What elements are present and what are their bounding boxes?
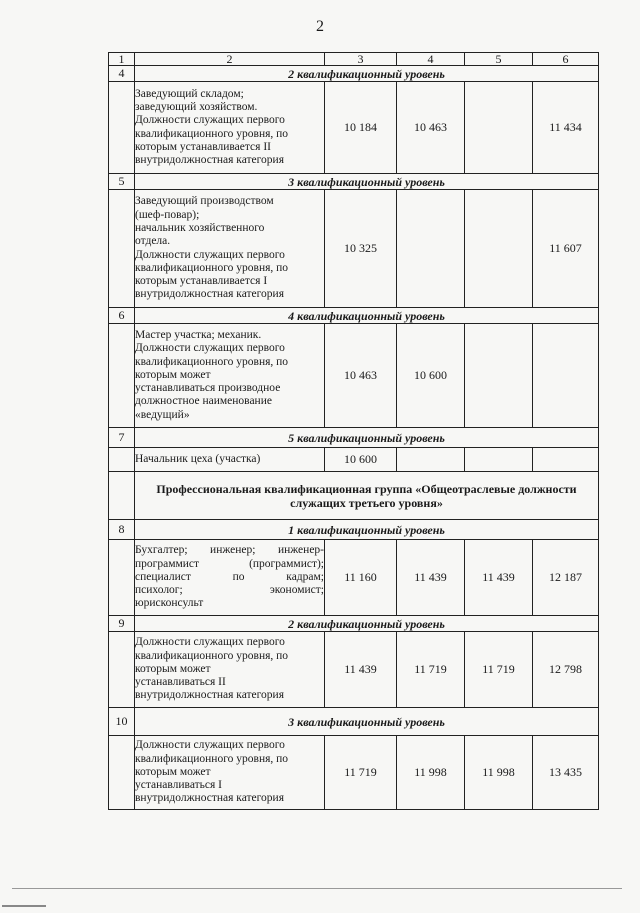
description-line: Должности служащих первого — [135, 739, 285, 752]
salary-value — [533, 448, 599, 472]
table-row — [109, 736, 599, 810]
description-word: экономист; — [269, 584, 324, 597]
salary-value: 11 998 — [397, 736, 465, 810]
description-line: квалификационного уровня, по — [135, 752, 289, 765]
table-row — [109, 324, 599, 428]
qualification-group-title: Профессиональная квалификационная группа «Общеотраслевые должности служащих третьего уровня» — [135, 472, 599, 520]
salary-value — [465, 324, 533, 428]
description-line — [135, 584, 324, 597]
empty-cell — [109, 540, 135, 616]
salary-value: 12 187 — [533, 540, 599, 616]
description-line: квалификационного уровня, по — [135, 261, 289, 274]
description-line: Должности служащих первого — [135, 636, 285, 649]
description-line: Мастер участка; механик. — [135, 328, 262, 341]
description-line: которым может — [135, 765, 211, 778]
qualification-level: 2 квалификационный уровень — [135, 616, 599, 632]
row-number: 4 — [109, 66, 135, 82]
salary-value: 13 435 — [533, 736, 599, 810]
table-row — [109, 632, 599, 708]
salary-value: 11 439 — [465, 540, 533, 616]
position-description — [135, 324, 325, 428]
position-description — [135, 736, 325, 810]
description-line: Заведующий складом; — [135, 87, 244, 100]
position-description — [135, 632, 325, 708]
description-line: внутридолжностная категория — [135, 288, 285, 301]
salary-value — [465, 190, 533, 308]
description-word: (программист); — [249, 557, 324, 570]
salary-value: 10 325 — [325, 190, 397, 308]
description-line: квалификационного уровня, по — [135, 355, 289, 368]
description-line: внутридолжностная категория — [135, 154, 285, 167]
table-row — [109, 82, 599, 174]
empty-cell — [109, 632, 135, 708]
salary-value: 10 600 — [397, 324, 465, 428]
group-row — [109, 472, 599, 520]
salary-value: 11 998 — [465, 736, 533, 810]
description-line: Должности служащих первого — [135, 114, 285, 127]
description-line: «ведущий» — [135, 408, 190, 421]
row-number: 5 — [109, 174, 135, 190]
salary-value: 10 184 — [325, 82, 397, 174]
salary-value — [465, 82, 533, 174]
salary-value: 11 607 — [533, 190, 599, 308]
description-line: Начальник цеха (участка) — [135, 452, 261, 465]
salary-value — [397, 190, 465, 308]
position-description — [135, 540, 325, 616]
description-line: отдела. — [135, 235, 171, 248]
column-number: 5 — [465, 53, 533, 66]
position-description — [135, 448, 325, 472]
page-number: 2 — [316, 18, 324, 35]
salary-table — [108, 52, 599, 810]
qualification-level: 5 квалификационный уровень — [135, 428, 599, 448]
description-line: устанавливаться II — [135, 676, 226, 689]
column-number: 3 — [325, 53, 397, 66]
description-line — [135, 558, 324, 571]
row-number: 9 — [109, 616, 135, 632]
level-row — [109, 66, 599, 82]
salary-value: 10 463 — [325, 324, 397, 428]
salary-value: 10 600 — [325, 448, 397, 472]
description-line — [135, 571, 324, 584]
salary-value: 11 719 — [325, 736, 397, 810]
position-description — [135, 82, 325, 174]
column-number-row — [109, 53, 599, 66]
qualification-level: 3 квалификационный уровень — [135, 708, 599, 736]
level-row — [109, 174, 599, 190]
row-number: 8 — [109, 520, 135, 540]
qualification-level: 1 квалификационный уровень — [135, 520, 599, 540]
description-line: (шеф-повар); — [135, 208, 200, 221]
level-row — [109, 616, 599, 632]
salary-value — [465, 448, 533, 472]
description-line: Заведующий производством — [135, 195, 274, 208]
empty-cell — [109, 736, 135, 810]
description-word: по — [232, 570, 245, 583]
description-word: кадрам; — [286, 570, 324, 583]
column-number: 4 — [397, 53, 465, 66]
qualification-level: 4 квалификационный уровень — [135, 308, 599, 324]
description-line: квалификационного уровня, по — [135, 127, 289, 140]
description-line: должностное наименование — [135, 395, 272, 408]
description-line: устанавливаться I — [135, 779, 223, 792]
description-line: внутридолжностная категория — [135, 792, 285, 805]
description-line: внутридолжностная категория — [135, 689, 285, 702]
description-word: инженер- — [277, 544, 324, 557]
column-number: 6 — [533, 53, 599, 66]
level-row — [109, 428, 599, 448]
empty-cell — [109, 324, 135, 428]
description-line: юрисконсульт — [135, 597, 204, 610]
salary-value: 11 439 — [397, 540, 465, 616]
description-line: квалификационного уровня, по — [135, 649, 289, 662]
salary-value: 11 434 — [533, 82, 599, 174]
description-line: которым устанавливается II — [135, 140, 271, 153]
level-row — [109, 308, 599, 324]
bottom-divider — [12, 888, 622, 889]
salary-value — [533, 324, 599, 428]
description-line: Должности служащих первого — [135, 342, 285, 355]
description-line: которым может — [135, 662, 211, 675]
table-row — [109, 448, 599, 472]
table-row — [109, 190, 599, 308]
description-word: инженер; — [210, 544, 256, 557]
salary-value — [397, 448, 465, 472]
description-line: Должности служащих первого — [135, 248, 285, 261]
description-word: психолог; — [135, 584, 183, 597]
row-number: 10 — [109, 708, 135, 736]
description-line: которым устанавливается I — [135, 275, 268, 288]
description-word: программист — [135, 557, 200, 570]
salary-value: 11 719 — [465, 632, 533, 708]
empty-cell — [109, 448, 135, 472]
description-word: Бухгалтер; — [135, 544, 188, 557]
qualification-level: 2 квалификационный уровень — [135, 66, 599, 82]
description-line: устанавливаться производное — [135, 382, 281, 395]
description-line — [135, 544, 324, 557]
row-number: 7 — [109, 428, 135, 448]
description-line: заведующий хозяйством. — [135, 100, 258, 113]
row-number: 6 — [109, 308, 135, 324]
empty-cell — [109, 190, 135, 308]
salary-value: 11 160 — [325, 540, 397, 616]
level-row — [109, 520, 599, 540]
salary-value: 11 719 — [397, 632, 465, 708]
qualification-level: 3 квалификационный уровень — [135, 174, 599, 190]
salary-value: 12 798 — [533, 632, 599, 708]
empty-cell — [109, 82, 135, 174]
description-line: которым может — [135, 368, 211, 381]
column-number: 2 — [135, 53, 325, 66]
empty-cell — [109, 472, 135, 520]
table-row — [109, 540, 599, 616]
description-line: начальник хозяйственного — [135, 221, 265, 234]
position-description — [135, 190, 325, 308]
scan-edge-mark — [2, 905, 46, 907]
level-row — [109, 708, 599, 736]
description-word: специалист — [135, 570, 191, 583]
salary-value: 10 463 — [397, 82, 465, 174]
salary-value: 11 439 — [325, 632, 397, 708]
column-number: 1 — [109, 53, 135, 66]
